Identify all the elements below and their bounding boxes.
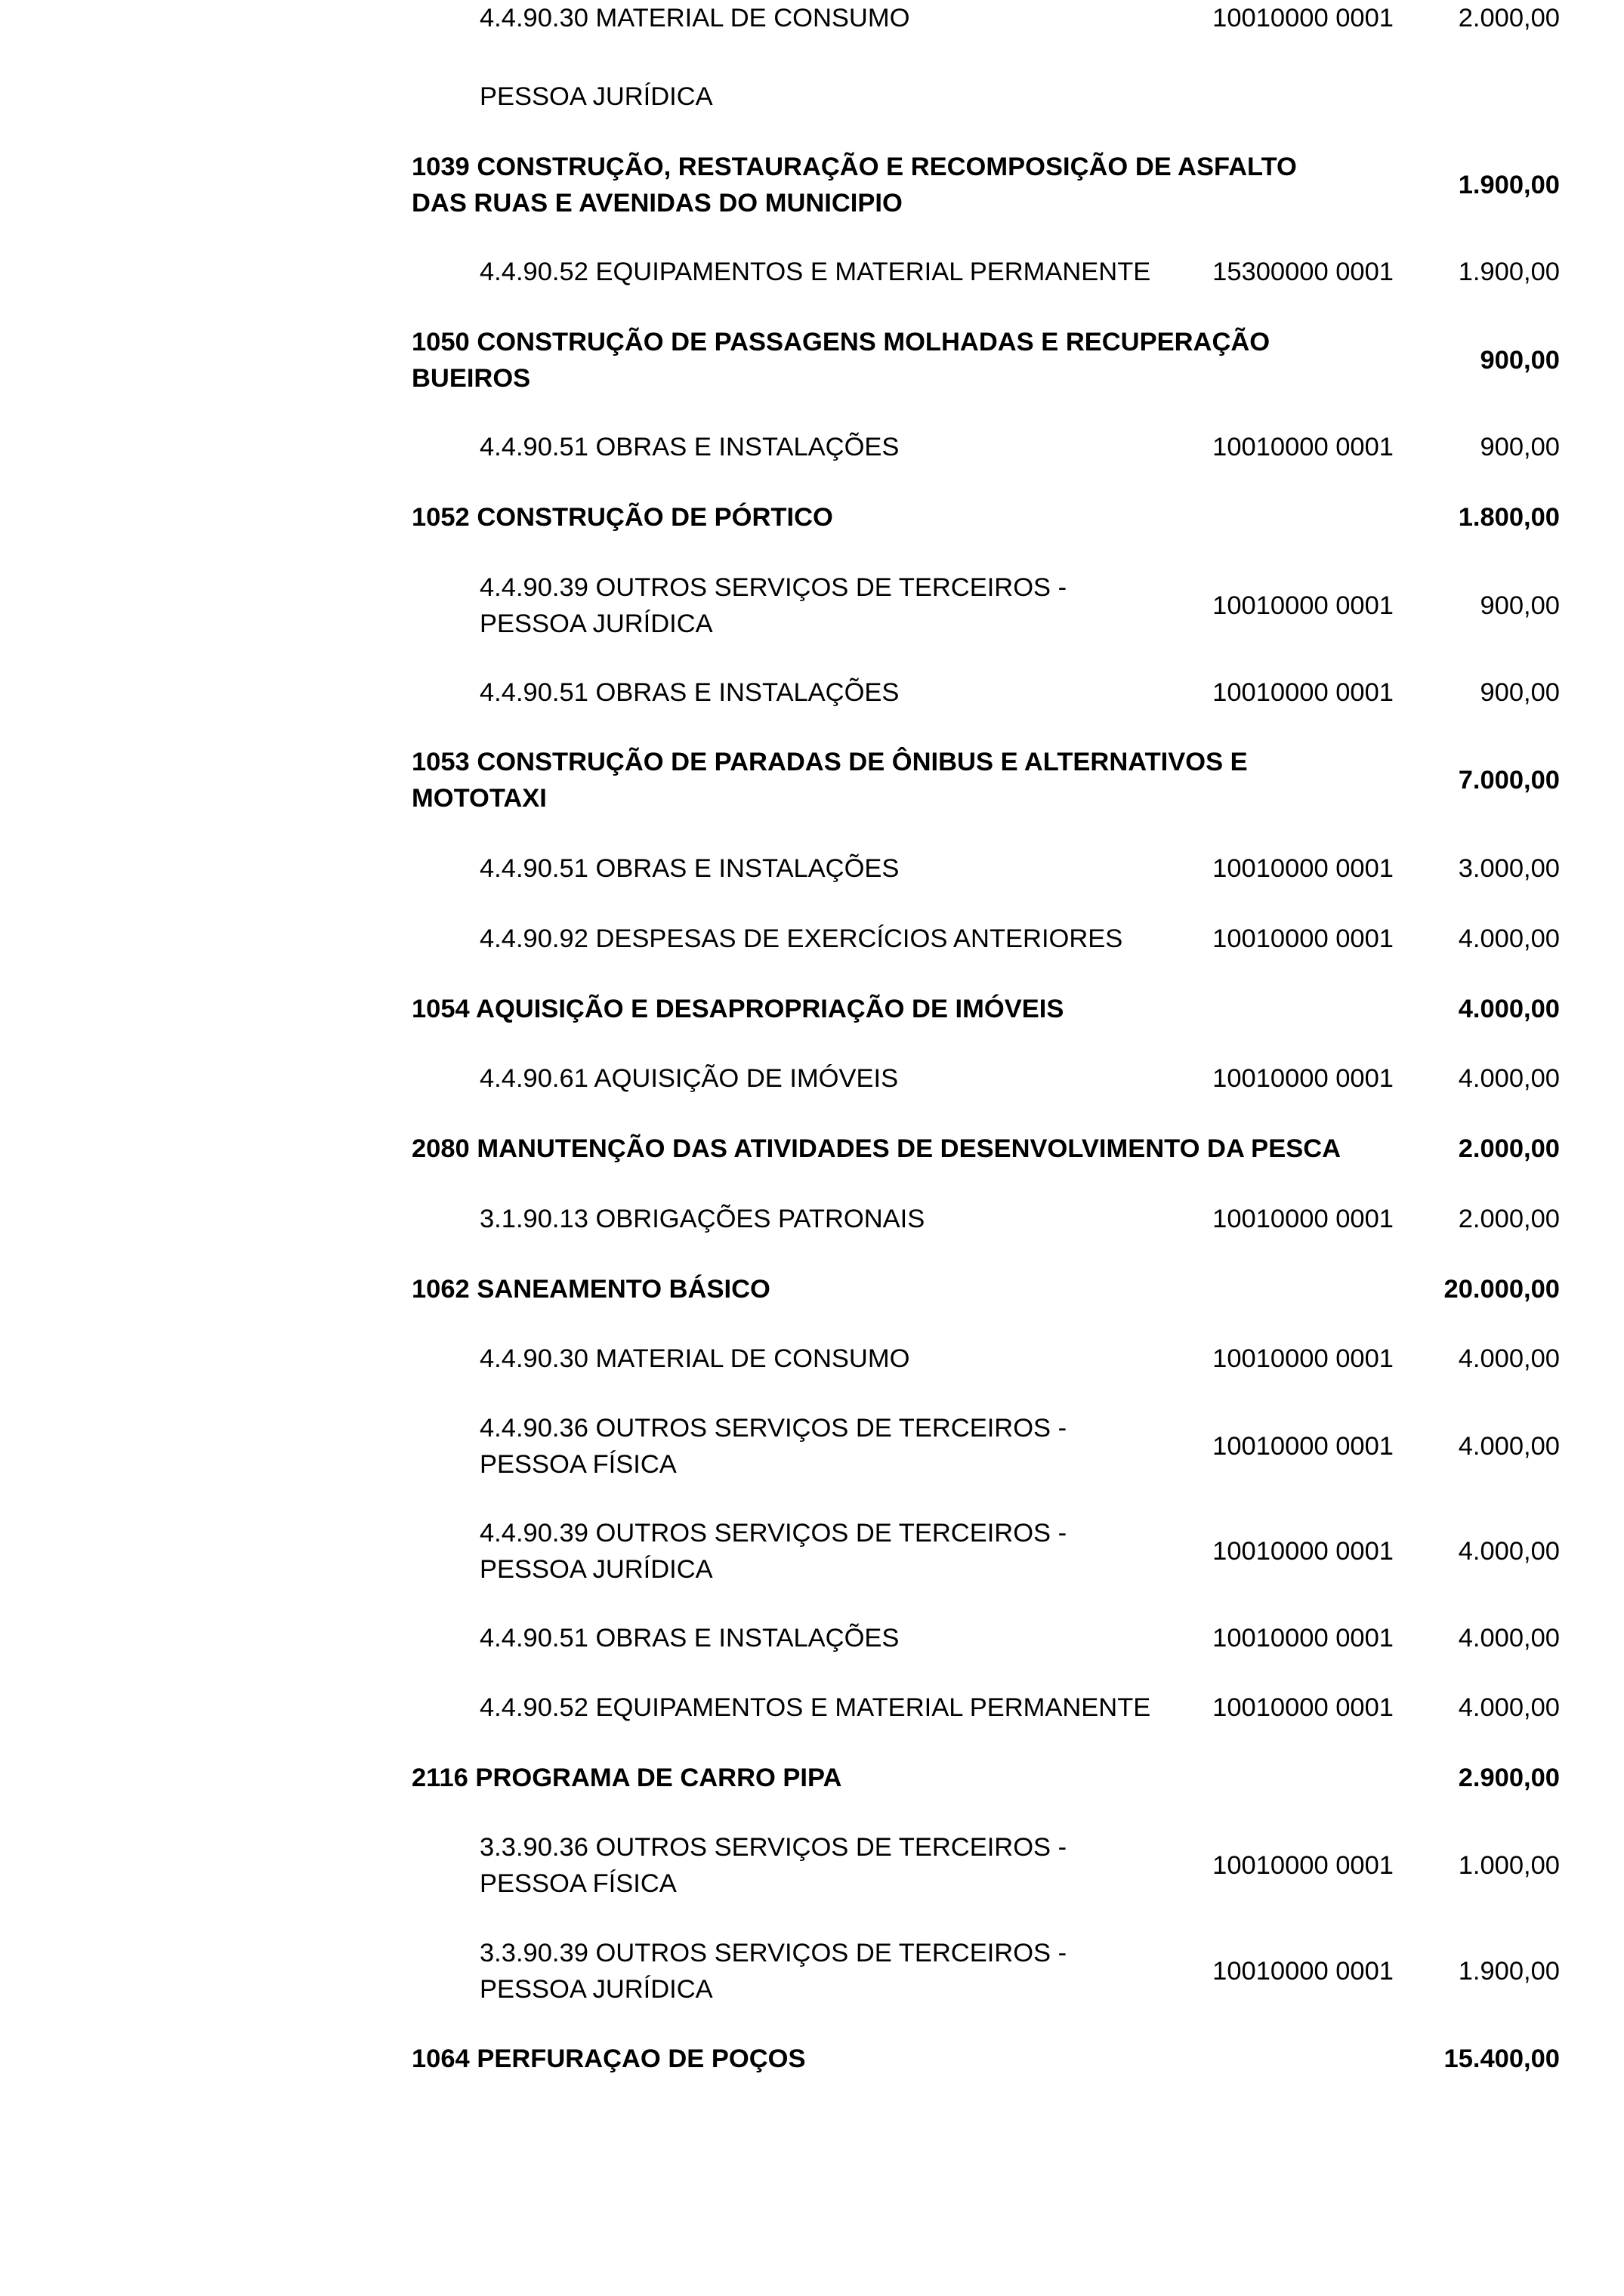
item-description-line: 4.4.90.39 OUTROS SERVIÇOS DE TERCEIROS - <box>480 1519 1067 1548</box>
group-total-value: 1.800,00 <box>1458 503 1560 532</box>
item-fonte: 10010000 0001 <box>1212 854 1394 883</box>
item-value: 1.000,00 <box>1458 1851 1560 1880</box>
item-description-line: 4.4.90.30 MATERIAL DE CONSUMO <box>480 4 910 32</box>
item-fonte: 10010000 0001 <box>1212 4 1394 32</box>
item-description-line: 4.4.90.51 OBRAS E INSTALAÇÕES <box>480 678 900 707</box>
continuation-text: PESSOA JURÍDICA <box>480 82 713 111</box>
item-description-line: 4.4.90.52 EQUIPAMENTOS E MATERIAL PERMANENTE <box>480 1693 1151 1722</box>
group-total-value: 900,00 <box>1480 346 1560 375</box>
item-value: 4.000,00 <box>1458 1432 1560 1461</box>
group-title-line: 1053 CONSTRUÇÃO DE PARADAS DE ÔNIBUS E ALTERNATIVOS E <box>412 748 1248 776</box>
item-value: 4.000,00 <box>1458 1624 1560 1653</box>
item-description-line: 4.4.90.51 OBRAS E INSTALAÇÕES <box>480 1624 900 1653</box>
item-fonte: 10010000 0001 <box>1212 1432 1394 1461</box>
item-description-line: 4.4.90.51 OBRAS E INSTALAÇÕES <box>480 854 900 883</box>
item-fonte: 10010000 0001 <box>1212 1537 1394 1566</box>
item-description-line: 4.4.90.51 OBRAS E INSTALAÇÕES <box>480 433 900 461</box>
item-fonte: 10010000 0001 <box>1212 1851 1394 1880</box>
group-title-line: 2080 MANUTENÇÃO DAS ATIVIDADES DE DESENVOLVIMENTO DA PESCA <box>412 1134 1341 1163</box>
item-value: 1.900,00 <box>1458 258 1560 286</box>
item-fonte: 10010000 0001 <box>1212 433 1394 461</box>
item-value: 4.000,00 <box>1458 1693 1560 1722</box>
group-title-line: 1039 CONSTRUÇÃO, RESTAURAÇÃO E RECOMPOSIÇÃO DE ASFALTO <box>412 153 1297 181</box>
item-fonte: 10010000 0001 <box>1212 591 1394 620</box>
item-description-line: 4.4.90.36 OUTROS SERVIÇOS DE TERCEIROS - <box>480 1414 1067 1443</box>
group-total-value: 2.000,00 <box>1458 1134 1560 1163</box>
item-fonte: 10010000 0001 <box>1212 1624 1394 1653</box>
item-fonte: 10010000 0001 <box>1212 678 1394 707</box>
item-fonte: 10010000 0001 <box>1212 1693 1394 1722</box>
item-description-line: 4.4.90.39 OUTROS SERVIÇOS DE TERCEIROS - <box>480 573 1067 602</box>
group-total-value: 2.900,00 <box>1458 1764 1560 1792</box>
group-total-value: 20.000,00 <box>1443 1275 1560 1304</box>
group-title-line: DAS RUAS E AVENIDAS DO MUNICIPIO <box>412 189 903 218</box>
group-total-value: 4.000,00 <box>1458 995 1560 1023</box>
group-title-line: 1054 AQUISIÇÃO E DESAPROPRIAÇÃO DE IMÓVEIS <box>412 995 1064 1023</box>
group-title-line: MOTOTAXI <box>412 784 547 813</box>
group-title-line: 2116 PROGRAMA DE CARRO PIPA <box>412 1764 842 1792</box>
item-fonte: 10010000 0001 <box>1212 1957 1394 1986</box>
item-description-line: PESSOA FÍSICA <box>480 1869 677 1898</box>
item-description-line: 3.3.90.39 OUTROS SERVIÇOS DE TERCEIROS - <box>480 1939 1067 1967</box>
group-title-line: 1050 CONSTRUÇÃO DE PASSAGENS MOLHADAS E RECUPERAÇÃO <box>412 328 1270 356</box>
item-description-line: PESSOA JURÍDICA <box>480 609 713 638</box>
item-value: 4.000,00 <box>1458 1344 1560 1373</box>
group-title-line: 1052 CONSTRUÇÃO DE PÓRTICO <box>412 503 833 532</box>
item-value: 2.000,00 <box>1458 4 1560 32</box>
item-value: 4.000,00 <box>1458 1064 1560 1093</box>
item-description-line: 4.4.90.92 DESPESAS DE EXERCÍCIOS ANTERIORES <box>480 924 1123 953</box>
item-fonte: 10010000 0001 <box>1212 1205 1394 1233</box>
group-total-value: 7.000,00 <box>1458 766 1560 795</box>
item-description-line: 4.4.90.61 AQUISIÇÃO DE IMÓVEIS <box>480 1064 899 1093</box>
item-fonte: 10010000 0001 <box>1212 1344 1394 1373</box>
item-description-line: 3.1.90.13 OBRIGAÇÕES PATRONAIS <box>480 1205 925 1233</box>
item-value: 900,00 <box>1480 678 1560 707</box>
item-value: 4.000,00 <box>1458 924 1560 953</box>
group-total-value: 1.900,00 <box>1458 171 1560 199</box>
item-value: 2.000,00 <box>1458 1205 1560 1233</box>
item-description-line: 4.4.90.30 MATERIAL DE CONSUMO <box>480 1344 910 1373</box>
item-value: 3.000,00 <box>1458 854 1560 883</box>
item-description-line: PESSOA JURÍDICA <box>480 1975 713 2004</box>
item-description-line: PESSOA FÍSICA <box>480 1450 677 1479</box>
group-title-line: 1064 PERFURAÇAO DE POÇOS <box>412 2044 806 2073</box>
group-title-line: BUEIROS <box>412 364 531 393</box>
item-fonte: 10010000 0001 <box>1212 924 1394 953</box>
group-title-line: 1062 SANEAMENTO BÁSICO <box>412 1275 770 1304</box>
item-value: 900,00 <box>1480 591 1560 620</box>
item-description-line: PESSOA JURÍDICA <box>480 1555 713 1584</box>
item-value: 1.900,00 <box>1458 1957 1560 1986</box>
group-total-value: 15.400,00 <box>1443 2044 1560 2073</box>
item-fonte: 15300000 0001 <box>1212 258 1394 286</box>
item-description-line: 3.3.90.36 OUTROS SERVIÇOS DE TERCEIROS - <box>480 1833 1067 1862</box>
item-value: 900,00 <box>1480 433 1560 461</box>
item-description-line: 4.4.90.52 EQUIPAMENTOS E MATERIAL PERMANENTE <box>480 258 1151 286</box>
item-value: 4.000,00 <box>1458 1537 1560 1566</box>
item-fonte: 10010000 0001 <box>1212 1064 1394 1093</box>
